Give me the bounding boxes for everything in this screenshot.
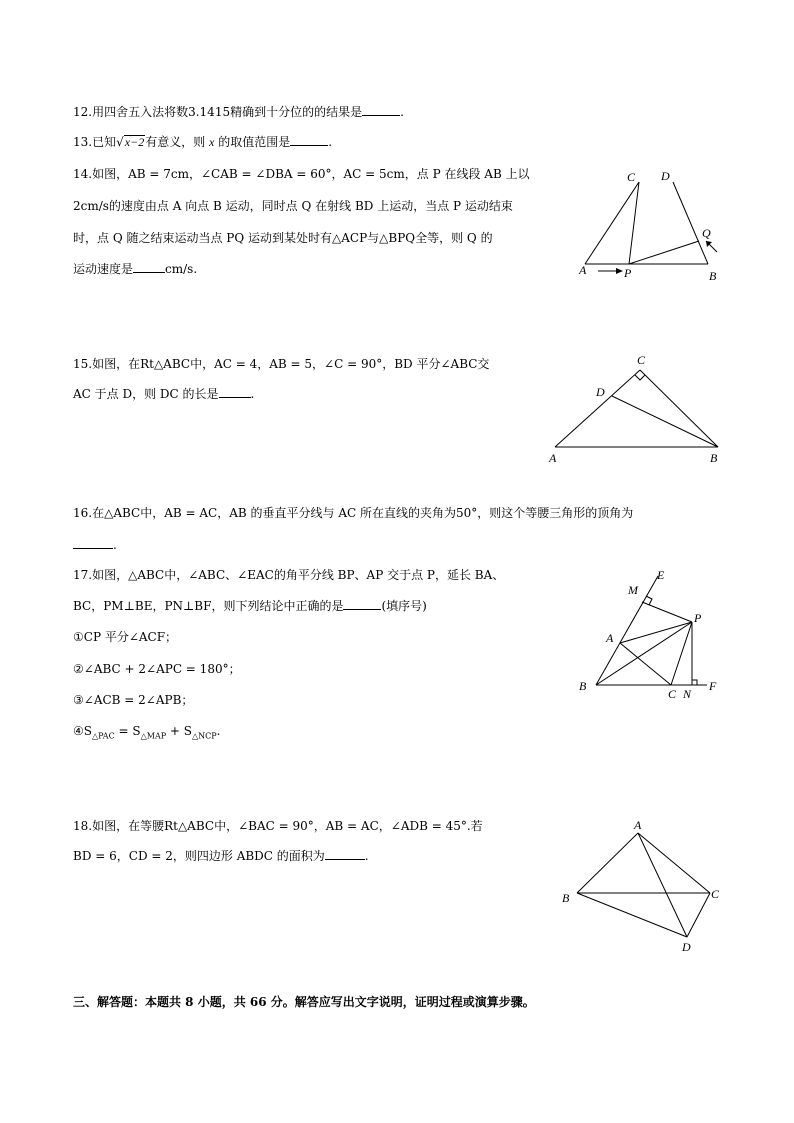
- ray-bd: [673, 182, 708, 264]
- figure-q15: [545, 348, 730, 468]
- segment-ap: [620, 622, 692, 643]
- question-14-line-4: 运动速度是 cm/s.: [73, 262, 198, 276]
- question-18-line-1: 18.如图，在等腰Rt△ABC中，∠BAC = 90°，AB = AC，∠ADB = 45°.若: [73, 819, 483, 833]
- label-n: N: [683, 687, 692, 701]
- question-text: 用四舍五入法将数3.1415精确到十分位的的结果是: [92, 105, 363, 119]
- question-17-option-3: ③∠ACB = 2∠APB；: [73, 693, 194, 707]
- question-14-line-3: 时，点 Q 随之结束运动当点 PQ 运动到某处时有△ACP与△BPQ全等，则 Q 的: [73, 231, 493, 245]
- label-f: F: [709, 679, 717, 693]
- question-16-line-2: .: [73, 537, 117, 553]
- arrow-right-icon: [616, 268, 623, 274]
- label-b: B: [562, 891, 570, 905]
- answer-blank: [73, 537, 113, 549]
- label-b: B: [710, 451, 718, 465]
- label-a: A: [634, 818, 642, 832]
- label-b: B: [579, 679, 587, 693]
- question-13: 13.已知√x−2有意义，则 x 的取值范围是 .: [73, 135, 333, 149]
- section-3-heading: 三、解答题：本题共 8 小题，共 66 分。解答应写出文字说明，证明过程或演算步骤。: [73, 995, 535, 1009]
- question-14-line-2: 2cm/s的速度由点 A 向点 B 运动，同时点 Q 在射线 BD 上运动，当点 P 运动结束: [73, 199, 513, 213]
- question-12: 12.用四舍五入法将数3.1415精确到十分位的的结果是 .: [73, 105, 404, 119]
- question-number: 12.: [73, 105, 93, 119]
- question-number: 13.: [73, 135, 93, 149]
- segment-cd: [687, 893, 710, 937]
- label-p: P: [694, 611, 702, 625]
- answer-blank: [362, 104, 400, 116]
- segment-ab: [577, 833, 638, 893]
- question-number: 14.: [73, 167, 93, 181]
- label-c: C: [668, 687, 677, 701]
- question-17-option-4: $④S_{\triangle PAC} = S_{\triangle MAP} + S_{\triangle NCP}$.: [73, 724, 221, 741]
- question-16-line-1: 16.在△ABC中，AB = AC，AB 的垂直平分线与 AC 所在直线的夹角为50°，则这个等腰三角形的顶角为: [73, 506, 634, 520]
- label-q: Q: [702, 226, 711, 240]
- answer-blank: [133, 261, 165, 273]
- label-m: M: [628, 583, 638, 597]
- label-a: A: [549, 451, 557, 465]
- label-d: D: [682, 940, 691, 954]
- label-p: P: [624, 266, 632, 280]
- answer-blank: [343, 598, 381, 610]
- answer-blank: [219, 386, 251, 398]
- sqrt-sign: √: [116, 135, 124, 149]
- radicand: x−2: [124, 135, 145, 149]
- question-18-line-2: BD = 6，CD = 2，则四边形 ABDC 的面积为 .: [73, 849, 369, 863]
- segment-bd: [577, 893, 687, 937]
- question-14-line-1: 14.如图，AB = 7cm，∠CAB = ∠DBA = 60°，AC = 5cm，点 P 在线段 AB 上以: [73, 167, 530, 181]
- question-number: 16.: [73, 506, 93, 520]
- segment-ad: [638, 833, 687, 937]
- label-a: A: [606, 631, 614, 645]
- label-a: A: [579, 263, 587, 277]
- label-e: E: [657, 568, 665, 582]
- label-c: C: [637, 353, 646, 367]
- answer-blank: [325, 848, 365, 860]
- label-d: D: [596, 385, 605, 399]
- segment-cp: [671, 622, 692, 685]
- answer-blank: [290, 134, 328, 146]
- label-b: B: [709, 269, 717, 283]
- question-17-line-1: 17.如图，△ABC中，∠ABC、∠EAC的角平分线 BP、AP 交于点 P，延长 BA、: [73, 568, 505, 582]
- figure-q18: [555, 815, 730, 960]
- label-d: D: [661, 169, 670, 183]
- segment-bd: [612, 396, 718, 447]
- question-number: 15.: [73, 357, 93, 371]
- question-17-option-2: ②∠ABC + 2∠APC = 180°；: [73, 662, 241, 676]
- segment-ac: [555, 370, 640, 447]
- question-number: 17.: [73, 568, 93, 582]
- question-17-option-1: ①CP 平分∠ACF；: [73, 630, 178, 644]
- segment-pq: [629, 241, 699, 264]
- question-number: 18.: [73, 819, 93, 833]
- label-c: C: [627, 170, 636, 184]
- segment-cb: [640, 370, 718, 447]
- right-angle-mark-n: [692, 680, 697, 685]
- question-15-line-1: 15.如图，在Rt△ABC中，AC = 4，AB = 5，∠C = 90°，BD 平分∠ABC交: [73, 357, 490, 371]
- right-angle-mark: [635, 375, 645, 380]
- figure-q14: [570, 160, 730, 290]
- label-c: C: [711, 887, 720, 901]
- segment-ac: [638, 833, 710, 893]
- question-15-line-2: AC 于点 D，则 DC 的长是 .: [73, 387, 255, 401]
- question-17-line-2: BC，PM⊥BE，PN⊥BF，则下列结论中正确的是 (填序号): [73, 599, 427, 613]
- figure-q17: [575, 565, 725, 705]
